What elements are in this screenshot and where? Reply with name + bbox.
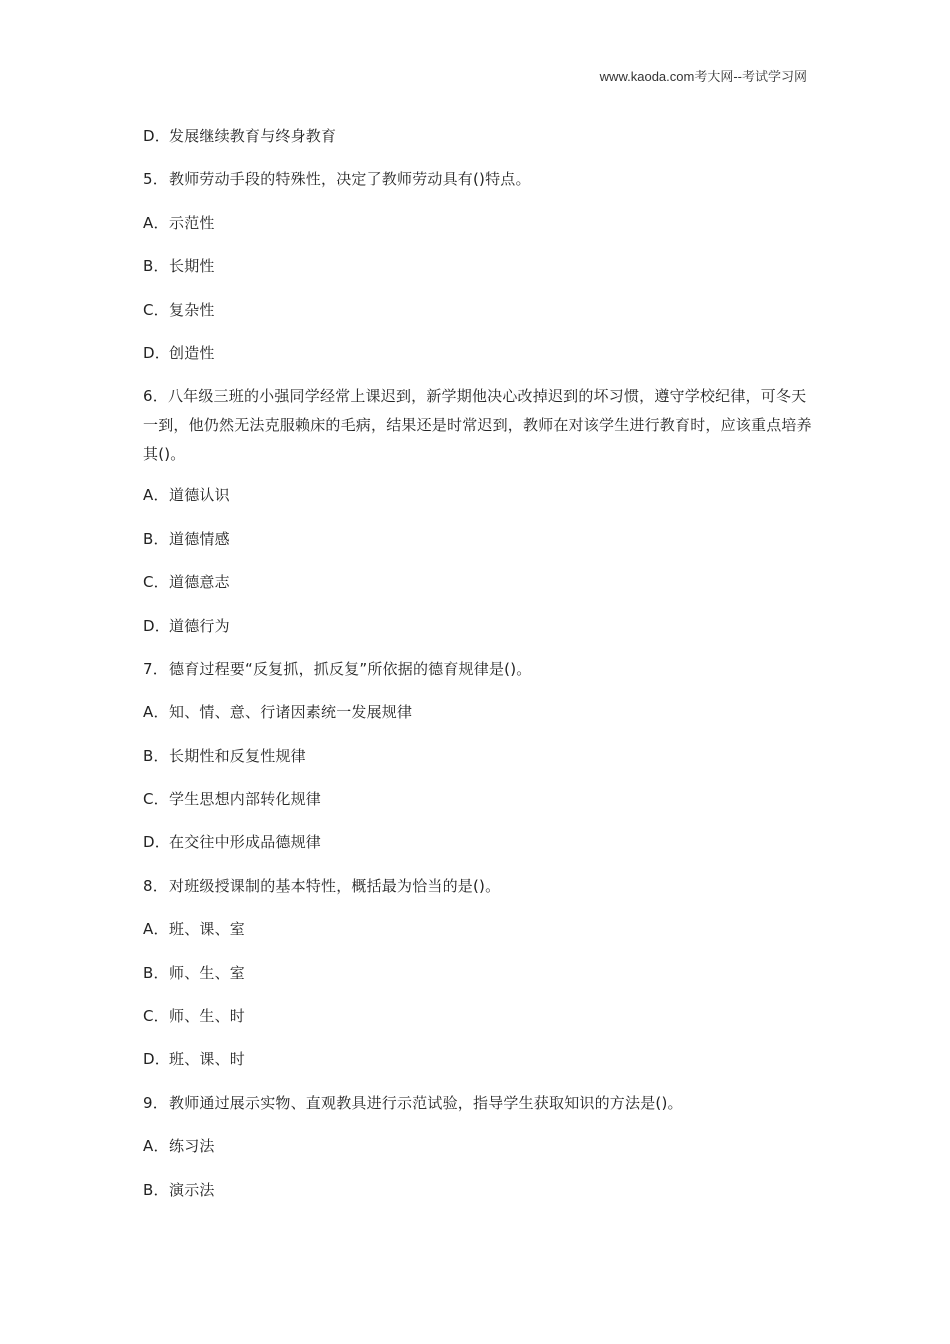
- question-number: 9．: [143, 1093, 168, 1112]
- question-text: 对班级授课制的基本特性，概括最为恰当的是()。: [169, 876, 501, 895]
- question-text: 八年级三班的小强同学经常上课迟到，新学期他决心改掉迟到的坏习惯，遵守学校纪律，可冬天一到，他仍然无法克服赖床的毛病，结果还是时常迟到，教师在对该学生进行教育时，应该重点培养其()。: [143, 387, 812, 464]
- option-line: [143, 963, 815, 983]
- option-text: 练习法: [169, 1137, 215, 1156]
- option-text: 知、情、意、行诸因素统一发展规律: [169, 703, 413, 722]
- option-letter: C．: [143, 300, 169, 319]
- option-text: 道德认识: [169, 486, 230, 505]
- option-text: 创造性: [169, 343, 215, 362]
- option-text: 师、生、时: [169, 1007, 246, 1026]
- option-text: 道德行为: [169, 616, 230, 635]
- question-number: 7．: [143, 659, 168, 678]
- option-line: [143, 213, 815, 233]
- option-text: 道德意志: [169, 573, 230, 592]
- header-site: www.kaoda.com: [599, 69, 695, 84]
- option-line: [143, 300, 815, 320]
- option-text: 学生思想内部转化规律: [169, 790, 322, 809]
- question-line: [143, 1093, 815, 1113]
- option-line: [143, 616, 815, 636]
- option-letter: D．: [143, 127, 170, 145]
- option-text: 长期性和反复性规律: [169, 746, 306, 765]
- option-text: 复杂性: [169, 300, 215, 319]
- option-letter: A．: [143, 213, 169, 232]
- header-tagline: 考大网--考试学习网: [694, 69, 807, 84]
- option-text: 道德情感: [169, 529, 230, 548]
- option-line: [143, 572, 815, 592]
- option-letter: D．: [143, 1050, 170, 1069]
- question-text: 德育过程要“反复抓，抓反复”所依据的德育规律是()。: [169, 659, 532, 678]
- option-letter: A．: [143, 920, 169, 939]
- option-letter: D．: [143, 616, 170, 635]
- option-text: 师、生、室: [169, 963, 246, 982]
- option-text: 在交往中形成品德规律: [169, 833, 322, 852]
- option-letter: B．: [143, 746, 169, 765]
- option-line: [143, 343, 815, 363]
- option-letter: B．: [143, 529, 169, 548]
- option-line: [143, 126, 815, 146]
- option-text: 班、课、室: [169, 920, 246, 939]
- option-letter: D．: [143, 343, 170, 362]
- question-paragraph: [143, 382, 815, 469]
- option-line: [143, 1136, 815, 1156]
- option-letter: C．: [143, 573, 169, 592]
- option-line: [143, 256, 815, 276]
- option-line: [143, 1180, 815, 1200]
- option-text: 演示法: [169, 1180, 215, 1199]
- option-line: [143, 919, 815, 939]
- option-letter: C．: [143, 790, 169, 809]
- option-text: 示范性: [169, 213, 215, 232]
- option-letter: D．: [143, 833, 170, 852]
- option-letter: B．: [143, 1180, 169, 1199]
- option-line: [143, 789, 815, 809]
- document-body: [143, 126, 815, 1223]
- option-line: [143, 529, 815, 549]
- option-line: [143, 832, 815, 852]
- option-line: [143, 746, 815, 766]
- question-line: [143, 876, 815, 896]
- question-number: 8．: [143, 876, 168, 895]
- option-letter: A．: [143, 486, 169, 505]
- option-letter: B．: [143, 257, 169, 276]
- option-letter: A．: [143, 1137, 169, 1156]
- question-line: [143, 659, 815, 679]
- option-line: [143, 485, 815, 505]
- question-text: 教师劳动手段的特殊性，决定了教师劳动具有()特点。: [169, 170, 531, 189]
- option-letter: B．: [143, 963, 169, 982]
- option-letter: C．: [143, 1007, 169, 1026]
- option-letter: A．: [143, 703, 169, 722]
- option-text: 班、课、时: [169, 1050, 246, 1069]
- option-text: 长期性: [169, 257, 215, 276]
- option-line: [143, 1049, 815, 1069]
- question-line: [143, 169, 815, 189]
- option-line: [143, 1006, 815, 1026]
- option-line: [143, 702, 815, 722]
- question-text: 教师通过展示实物、直观教具进行示范试验，指导学生获取知识的方法是()。: [169, 1093, 683, 1112]
- page-header: [600, 66, 807, 85]
- option-text: 发展继续教育与终身教育: [169, 127, 337, 145]
- question-number: 6．: [143, 387, 168, 406]
- question-number: 5．: [143, 170, 168, 189]
